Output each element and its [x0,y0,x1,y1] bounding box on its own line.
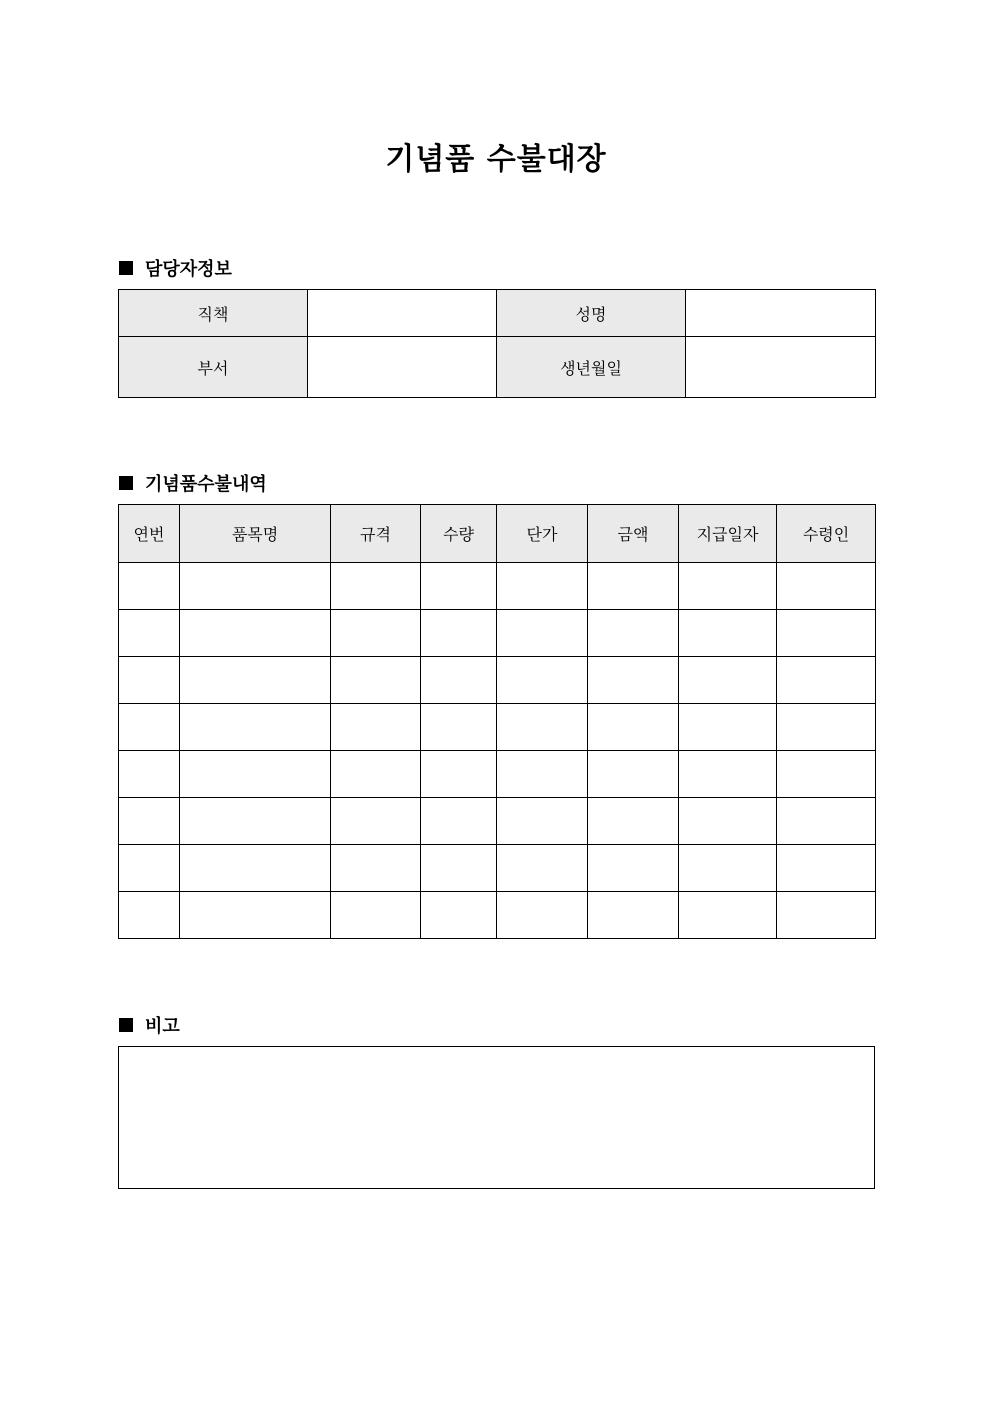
cell-issue-date[interactable] [679,704,777,751]
column-header-item: 품목명 [180,505,331,563]
cell-recipient[interactable] [777,845,876,892]
cell-seq[interactable] [119,704,180,751]
cell-recipient[interactable] [777,704,876,751]
cell-seq[interactable] [119,845,180,892]
cell-quantity[interactable] [421,845,497,892]
cell-recipient[interactable] [777,657,876,704]
cell-item[interactable] [180,704,331,751]
column-header-recipient: 수령인 [777,505,876,563]
cell-recipient[interactable] [777,892,876,939]
cell-quantity[interactable] [421,798,497,845]
table-row [119,657,876,704]
table-row [119,610,876,657]
cell-item[interactable] [180,563,331,610]
cell-issue-date[interactable] [679,892,777,939]
cell-spec[interactable] [331,751,421,798]
cell-spec[interactable] [331,704,421,751]
cell-spec[interactable] [331,892,421,939]
remarks-heading-text: 비고 [145,1016,180,1037]
cell-amount[interactable] [588,563,679,610]
column-header-quantity: 수량 [421,505,497,563]
column-header-amount: 금액 [588,505,679,563]
cell-recipient[interactable] [777,751,876,798]
manager-info-heading [119,255,232,281]
cell-spec[interactable] [331,845,421,892]
ledger-body [119,563,876,939]
cell-quantity[interactable] [421,657,497,704]
column-header-spec: 규격 [331,505,421,563]
square-bullet-icon [119,261,133,275]
cell-issue-date[interactable] [679,751,777,798]
table-row [119,798,876,845]
birthdate-label: 생년월일 [497,337,686,398]
column-header-seq: 연번 [119,505,180,563]
cell-quantity[interactable] [421,751,497,798]
square-bullet-icon [119,1018,133,1032]
cell-seq[interactable] [119,610,180,657]
ledger-header-row [119,505,876,563]
cell-amount[interactable] [588,892,679,939]
table-row [119,563,876,610]
cell-issue-date[interactable] [679,563,777,610]
cell-amount[interactable] [588,798,679,845]
ledger-heading-text: 기념품수불내역 [145,474,267,495]
position-label: 직책 [119,290,308,337]
cell-unit-price[interactable] [497,845,588,892]
cell-unit-price[interactable] [497,610,588,657]
name-label: 성명 [497,290,686,337]
position-field[interactable] [308,290,497,337]
table-row [119,704,876,751]
cell-recipient[interactable] [777,610,876,657]
department-field[interactable] [308,337,497,398]
birthdate-field[interactable] [686,337,876,398]
cell-unit-price[interactable] [497,892,588,939]
cell-seq[interactable] [119,751,180,798]
cell-item[interactable] [180,798,331,845]
cell-quantity[interactable] [421,563,497,610]
cell-amount[interactable] [588,704,679,751]
cell-unit-price[interactable] [497,563,588,610]
manager-info-row [119,290,876,337]
cell-seq[interactable] [119,798,180,845]
cell-issue-date[interactable] [679,657,777,704]
cell-seq[interactable] [119,563,180,610]
cell-amount[interactable] [588,845,679,892]
cell-issue-date[interactable] [679,798,777,845]
ledger-heading [119,470,267,496]
cell-quantity[interactable] [421,892,497,939]
cell-seq[interactable] [119,657,180,704]
manager-info-row [119,337,876,398]
cell-item[interactable] [180,657,331,704]
manager-info-heading-text: 담당자정보 [145,259,232,280]
column-header-issue-date: 지급일자 [679,505,777,563]
cell-unit-price[interactable] [497,657,588,704]
cell-unit-price[interactable] [497,704,588,751]
cell-spec[interactable] [331,657,421,704]
cell-item[interactable] [180,845,331,892]
page-title: 기념품 수불대장 [385,142,607,177]
table-row [119,892,876,939]
cell-recipient[interactable] [777,563,876,610]
cell-amount[interactable] [588,610,679,657]
cell-recipient[interactable] [777,798,876,845]
cell-quantity[interactable] [421,610,497,657]
name-field[interactable] [686,290,876,337]
cell-spec[interactable] [331,610,421,657]
department-label: 부서 [119,337,308,398]
cell-spec[interactable] [331,563,421,610]
cell-unit-price[interactable] [497,798,588,845]
cell-item[interactable] [180,892,331,939]
cell-unit-price[interactable] [497,751,588,798]
ledger-table [118,504,876,939]
cell-item[interactable] [180,610,331,657]
cell-issue-date[interactable] [679,610,777,657]
table-row [119,751,876,798]
cell-spec[interactable] [331,798,421,845]
remarks-heading [119,1012,180,1038]
column-header-unit-price: 단가 [497,505,588,563]
cell-amount[interactable] [588,657,679,704]
square-bullet-icon [119,476,133,490]
cell-amount[interactable] [588,751,679,798]
cell-item[interactable] [180,751,331,798]
cell-seq[interactable] [119,892,180,939]
table-row [119,845,876,892]
cell-quantity[interactable] [421,704,497,751]
cell-issue-date[interactable] [679,845,777,892]
remarks-field[interactable] [118,1046,875,1189]
manager-info-table [118,289,876,398]
